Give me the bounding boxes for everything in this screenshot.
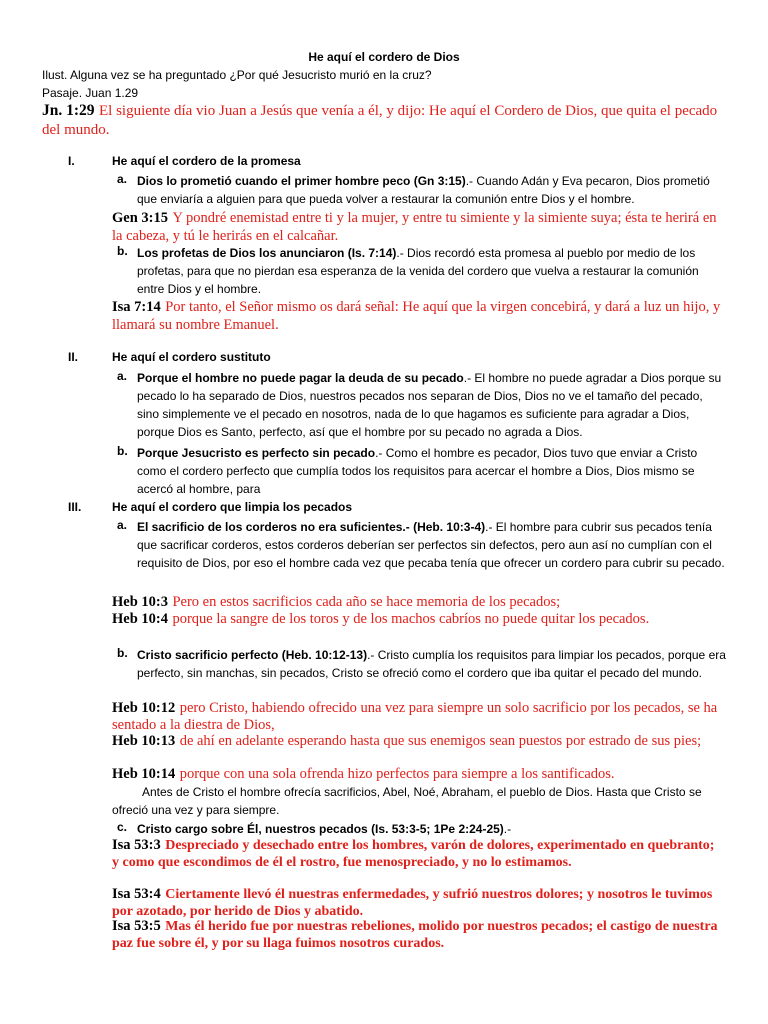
verse-text: Pero en estos sacrificios cada año se hace memoria de los pecados;: [172, 594, 561, 610]
item-body: [137, 369, 727, 441]
item-text: .- Como el hombre es pecador, Dios tuvo que enviar a Cristo como el cordero perfecto que cumplía todos los requisitos para acercar el hombre a Dios, Dios mismo se acercó al hombre, para: [137, 446, 698, 496]
verse-ref: Isa 53:4: [112, 886, 161, 902]
verse: [112, 610, 649, 628]
item-body: [137, 244, 727, 298]
item-letter: b.: [117, 444, 128, 458]
item-text: .-: [503, 822, 512, 836]
intro-pasaje: Pasaje. Juan 1.29: [42, 86, 139, 100]
item-body: [137, 646, 727, 682]
item-heading: Cristo cargo sobre Él, nuestros pecados (Is. 53:3-5; 1Pe 2:24-25): [137, 822, 504, 836]
verse: [112, 298, 722, 334]
verse-ref: Isa 7:14: [112, 299, 161, 315]
item-text: .- Cristo cumplía los requisitos para limpiar los pecados, porque era perfecto, sin manchas, sin pecados, Cristo se ofreció como el cordero que iba quitar el pecado del mundo.: [137, 648, 726, 680]
verse: [112, 886, 724, 920]
intro-ilust: Ilust. Alguna vez se ha preguntado ¿Por qué Jesucristo murió en la cruz?: [42, 68, 432, 82]
verse: [112, 765, 615, 783]
verse-text: Ciertamente llevó él nuestras enfermedades, y sufrió nuestros dolores; y nosotros le tuvimos por azotado, por herido de Dios y abatido.: [112, 887, 713, 919]
item-letter: c.: [117, 820, 128, 834]
item-body: [137, 820, 727, 838]
section-number: II.: [68, 350, 79, 364]
verse-text: Por tanto, el Señor mismo os dará señal: He aquí que la virgen concebirá, y dará a luz un hijo, y llamará su nombre Emanuel.: [112, 299, 721, 333]
verse-text: pero Cristo, habiendo ofrecido una vez para siempre un solo sacrificio por los pecados, se ha sentado a la diestra de Dios,: [112, 700, 718, 733]
item-note: Antes de Cristo el hombre ofrecía sacrificios, Abel, Noé, Abraham, el pueblo de Dios. Hasta que Cristo se ofreció una vez y para siempre.: [112, 785, 702, 817]
verse-text: porque con una sola ofrenda hizo perfectos para siempre a los santificados.: [179, 766, 615, 782]
section-number: I.: [68, 154, 75, 168]
item-letter: a.: [117, 369, 128, 383]
section-number: III.: [68, 500, 82, 514]
key-verse: [42, 101, 722, 139]
verse: [112, 837, 724, 871]
item-text: .- El hombre para cubrir sus pecados tenía que sacrificar corderos, estos corderos deberían ser perfectos sin defectos, pero aun así no cumplían con el requisito de Dios, por eso el hombre cada vez que pecaba tenía que ofrecer un cordero para cubrir su pecado.: [137, 520, 725, 570]
item-heading: Cristo sacrificio perfecto (Heb. 10:12-13): [137, 648, 368, 662]
verse-text: porque la sangre de los toros y de los machos cabríos no puede quitar los pecados.: [172, 611, 650, 627]
item-heading: Porque Jesucristo es perfecto sin pecado: [137, 446, 376, 460]
verse-ref: Heb 10:3: [112, 594, 168, 610]
verse: [112, 209, 722, 245]
page-title: He aquí el cordero de Dios: [308, 50, 460, 64]
section-title: He aquí el cordero que limpia los pecados: [112, 500, 353, 514]
item-text: .- Cuando Adán y Eva pecaron, Dios prometió que enviaría a alguien para que pueda volver a restaurar la comunión entre Dios y el hombre.: [137, 174, 710, 206]
verse: [112, 593, 560, 611]
verse-ref: Heb 10:12: [112, 700, 176, 716]
item-letter: a.: [117, 172, 128, 186]
verse-ref: Isa 53:5: [112, 918, 161, 934]
item-heading: Dios lo prometió cuando el primer hombre peco (Gn 3:15): [137, 174, 466, 188]
item-letter: a.: [117, 518, 128, 532]
verse: [112, 700, 724, 734]
key-verse-ref: Jn. 1:29: [42, 102, 95, 119]
item-heading: Los profetas de Dios los anunciaron (Is. 7:14): [137, 246, 397, 260]
item-text: .- El hombre no puede agradar a Dios porque su pecado lo ha separado de Dios, nuestros pecados nos separan de Dios, Dios no ve el tamaño del pecado, sino simplemente ve el pecado en nosotros, nada de lo que hagamos es suficiente para agradar a Dios, porque Dios es Santo, perfecto, así que el hombre por su pecado no agrada a Dios.: [137, 371, 722, 439]
verse-ref: Heb 10:4: [112, 611, 168, 627]
verse-ref: Isa 53:3: [112, 837, 161, 853]
key-verse-text: El siguiente día vio Juan a Jesús que venía a él, y dijo: He aquí el Cordero de Dios, que quita el pecado del mundo.: [42, 103, 718, 138]
verse-ref: Heb 10:14: [112, 766, 176, 782]
verse-ref: Heb 10:13: [112, 733, 176, 749]
verse-text: de ahí en adelante esperando hasta que sus enemigos sean puestos por estrado de sus pies;: [179, 733, 702, 749]
item-heading: Porque el hombre no puede pagar la deuda de su pecado: [137, 371, 464, 385]
verse-text: Despreciado y desechado entre los hombres, varón de dolores, experimentado en quebranto; y como que escondimos de él el rostro, fue menospreciado, y no lo estimamos.: [112, 838, 715, 870]
verse-text: Mas él herido fue por nuestras rebeliones, molido por nuestros pecados; el castigo de nuestra paz fue sobre él, y por su llaga fuimos nosotros curados.: [112, 919, 718, 951]
verse: [112, 733, 724, 750]
verse-text: Y pondré enemistad entre ti y la mujer, y entre tu simiente y la simiente suya; ésta te herirá en la cabeza, y tú le herirás en el calcañar.: [112, 210, 717, 244]
item-letter: b.: [117, 244, 128, 258]
verse-ref: Gen 3:15: [112, 210, 168, 226]
item-heading: El sacrificio de los corderos no era suficientes.- (Heb. 10:3-4): [137, 520, 486, 534]
item-letter: b.: [117, 646, 128, 660]
item-text: .- Dios recordó esta promesa al pueblo por medio de los profetas, para que no pierdan esa esperanza de la venida del cordero que vuelva a restaurar la comunión entre Dios y el hombre.: [137, 246, 699, 296]
item-body: [137, 444, 727, 498]
section-title: He aquí el cordero de la promesa: [112, 154, 301, 168]
item-body: [137, 518, 727, 572]
verse: [112, 918, 724, 952]
section-title: He aquí el cordero sustituto: [112, 350, 271, 364]
item-body: [137, 172, 727, 208]
